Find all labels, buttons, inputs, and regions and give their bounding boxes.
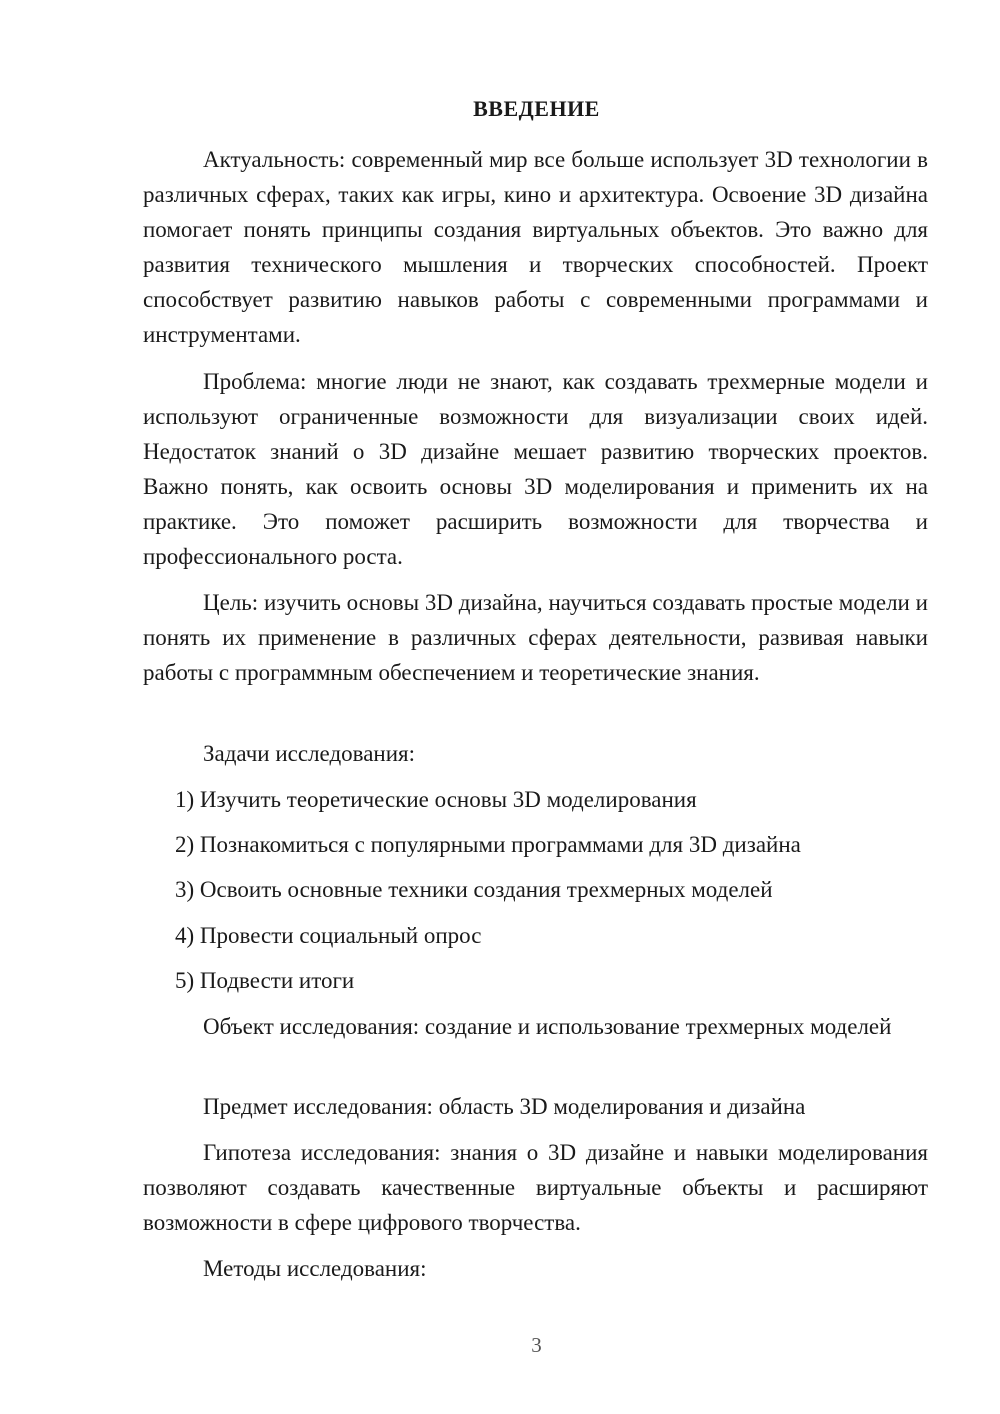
task-item: 1) Изучить теоретические основы 3D моделирования — [175, 787, 697, 812]
tasks-title: Задачи исследования: — [203, 741, 416, 766]
subject-paragraph: Предмет исследования: область 3D моделирования и дизайна — [203, 1094, 806, 1119]
problem-paragraph: Проблема: многие люди не знают, как создавать трехмерные модели и используют ограниченные возможности для визуализации своих идей. Недостаток знаний о 3D дизайне мешает развитию творческих проектов. Важно понять, как освоить основы 3D моделирования и применить их на практике. Это поможет расширить возможности для творчества и профессионального роста. — [143, 369, 928, 569]
page-number: 3 — [531, 1333, 542, 1357]
task-item: 2) Познакомиться с популярными программами для 3D дизайна — [175, 832, 801, 857]
goal-paragraph: Цель: изучить основы 3D дизайна, научиться создавать простые модели и понять их применение в различных сферах деятельности, развивая навыки работы с программным обеспечением и теоретические знания. — [143, 590, 928, 685]
object-paragraph: Объект исследования: создание и использование трехмерных моделей — [203, 1014, 892, 1039]
methods-title: Методы исследования: — [203, 1256, 427, 1281]
hypothesis-paragraph: Гипотеза исследования: знания о 3D дизайне и навыки моделирования позволяют создавать качественные виртуальные объекты и расширяют возможности в сфере цифрового творчества. — [143, 1140, 928, 1235]
section-heading: ВВЕДЕНИЕ — [473, 96, 600, 121]
task-item: 5) Подвести итоги — [175, 968, 355, 993]
task-item: 3) Освоить основные техники создания трехмерных моделей — [175, 877, 773, 902]
task-item: 4) Провести социальный опрос — [175, 923, 482, 948]
relevance-paragraph: Актуальность: современный мир все больше использует 3D технологии в различных сферах, таких как игры, кино и архитектура. Освоение 3D дизайна помогает понять принципы создания виртуальных объектов. Это важно для развития технического мышления и творческих способностей. Проект способствует развитию навыков работы с современными программами и инструментами. — [143, 147, 928, 347]
